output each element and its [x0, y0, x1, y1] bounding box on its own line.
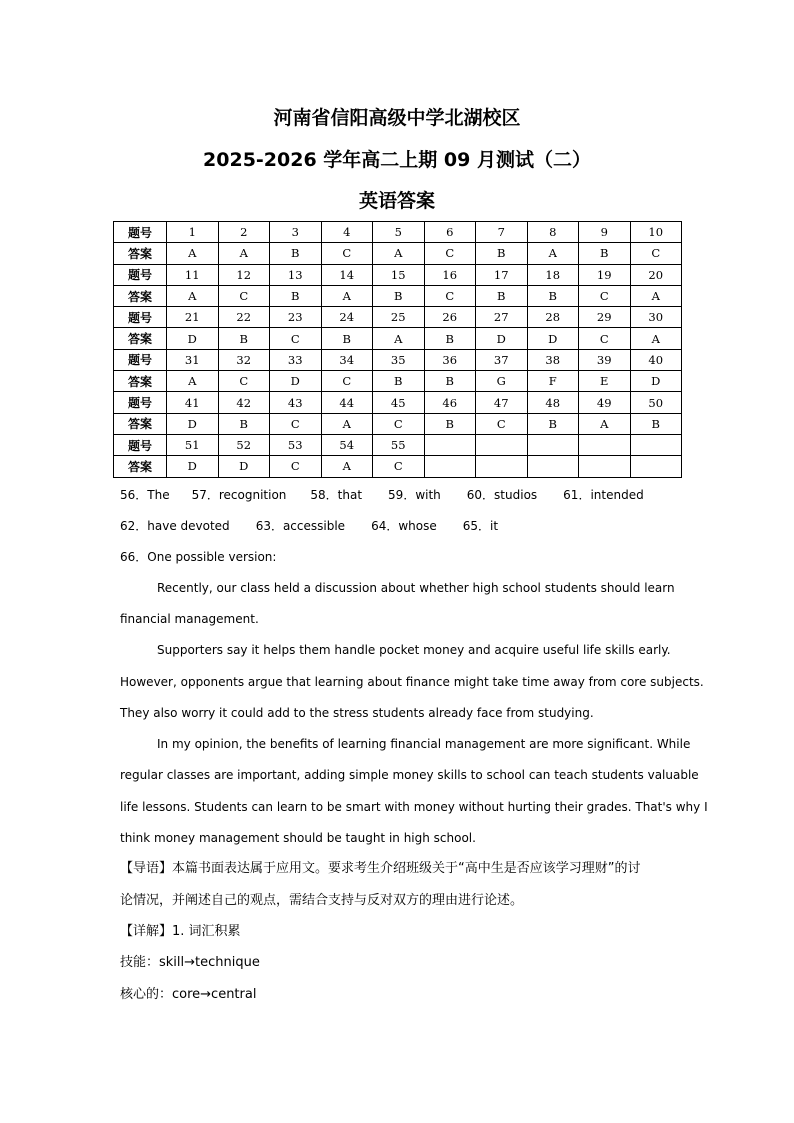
question-number-cell: 48 [527, 392, 579, 413]
essay-line: regular classes are important, adding simple money skills to school can teach students valuable [120, 768, 699, 782]
answer-cell: B [373, 371, 425, 392]
answer-cell: C [579, 285, 631, 306]
answer-row [114, 456, 682, 477]
answer-cell: B [630, 413, 682, 434]
answer-cell: C [321, 371, 373, 392]
answer-cell [476, 456, 528, 477]
answer-65: 65．it [462, 519, 499, 533]
essay-line: life lessons. Students can learn to be smart with money without hurting their grades. That's why I [120, 800, 708, 814]
question-number-cell: 28 [527, 307, 579, 328]
question-number-cell: 20 [630, 264, 682, 285]
answer-62: 62．have devoted [120, 519, 230, 533]
answer-cell: C [579, 328, 631, 349]
answer-cell: A [321, 285, 373, 306]
question-number-cell: 11 [167, 264, 219, 285]
answer-cell: A [373, 328, 425, 349]
answer-cell: A [373, 243, 425, 264]
answer-cell: C [270, 456, 322, 477]
answer-label: 答案 [114, 285, 167, 306]
question-number-cell: 22 [218, 307, 270, 328]
answer-label: 答案 [114, 413, 167, 434]
question-number-label: 题号 [114, 307, 167, 328]
answer-cell: D [218, 456, 270, 477]
answer-cell: A [630, 328, 682, 349]
question-number-cell: 35 [373, 349, 425, 370]
answer-cell: B [270, 243, 322, 264]
question-number-cell: 26 [424, 307, 476, 328]
question-number-cell: 42 [218, 392, 270, 413]
answer-label: 答案 [114, 456, 167, 477]
answer-cell: B [270, 285, 322, 306]
answer-label: 答案 [114, 371, 167, 392]
question-number-cell: 10 [630, 222, 682, 243]
question-number-cell: 19 [579, 264, 631, 285]
answer-cell: C [476, 413, 528, 434]
answer-cell: D [167, 328, 219, 349]
answer-cell: B [424, 328, 476, 349]
question-number-cell: 23 [270, 307, 322, 328]
answer-cell [424, 456, 476, 477]
answer-cell: F [527, 371, 579, 392]
question-number-row [114, 349, 682, 370]
question-number-cell [476, 434, 528, 455]
question-number-cell: 14 [321, 264, 373, 285]
answer-cell: D [167, 413, 219, 434]
answer-cell: C [373, 456, 425, 477]
answer-row [114, 328, 682, 349]
question-number-cell [424, 434, 476, 455]
answer-table [113, 221, 682, 478]
answer-cell: B [424, 371, 476, 392]
question-number-cell: 24 [321, 307, 373, 328]
question-number-cell: 16 [424, 264, 476, 285]
answer-cell: B [218, 328, 270, 349]
question-number-cell: 53 [270, 434, 322, 455]
question-number-cell: 2 [218, 222, 270, 243]
question-number-cell: 45 [373, 392, 425, 413]
answer-cell: C [218, 371, 270, 392]
answer-cell: D [476, 328, 528, 349]
question-number-cell: 17 [476, 264, 528, 285]
question-number-cell: 32 [218, 349, 270, 370]
question-number-cell: 29 [579, 307, 631, 328]
answer-cell: D [167, 456, 219, 477]
question-number-cell [630, 434, 682, 455]
detail-heading: 【详解】1. 词汇积累 [120, 924, 241, 939]
answer-cell: G [476, 371, 528, 392]
question-number-row [114, 434, 682, 455]
answer-label: 答案 [114, 243, 167, 264]
question-number-cell: 30 [630, 307, 682, 328]
answer-cell: A [630, 285, 682, 306]
answer-cell: B [579, 243, 631, 264]
answer-59: 59．with [388, 488, 441, 502]
question-number-row [114, 264, 682, 285]
question-number-cell: 40 [630, 349, 682, 370]
answer-cell: A [167, 243, 219, 264]
question-number-cell: 8 [527, 222, 579, 243]
question-number-cell: 38 [527, 349, 579, 370]
answer-cell: D [527, 328, 579, 349]
question-number-cell: 52 [218, 434, 270, 455]
question-number-row [114, 392, 682, 413]
answer-cell: B [476, 285, 528, 306]
answer-row [114, 371, 682, 392]
subject-title: 英语答案 [358, 190, 435, 212]
fill-in-row-2 [120, 518, 498, 534]
question-number-cell: 46 [424, 392, 476, 413]
answer-cell: C [424, 285, 476, 306]
essay-line: financial management. [120, 612, 259, 626]
question-number-label: 题号 [114, 222, 167, 243]
question-number-label: 题号 [114, 349, 167, 370]
answer-cell: C [270, 413, 322, 434]
question-number-cell: 21 [167, 307, 219, 328]
question-number-cell: 44 [321, 392, 373, 413]
question-number-cell: 15 [373, 264, 425, 285]
answer-row [114, 413, 682, 434]
question-number-cell: 12 [218, 264, 270, 285]
answer-61: 61．intended [563, 488, 644, 502]
question-number-cell: 39 [579, 349, 631, 370]
answer-57: 57．recognition [191, 488, 287, 502]
answer-63: 63．accessible [255, 519, 346, 533]
answer-cell: A [218, 243, 270, 264]
question-number-cell: 1 [167, 222, 219, 243]
vocab-item: 核心的：core→central [120, 987, 257, 1002]
answer-cell [527, 456, 579, 477]
question-number-cell: 50 [630, 392, 682, 413]
answer-cell [630, 456, 682, 477]
guide-text: 【导语】本篇书面表达属于应用文。要求考生介绍班级关于“高中生是否应该学习理财”的讨 [120, 861, 641, 876]
essay-line: They also worry it could add to the stress students already face from studying. [120, 706, 594, 720]
question-number-cell: 6 [424, 222, 476, 243]
question-number-cell: 43 [270, 392, 322, 413]
fill-in-row-1 [120, 487, 644, 503]
question-number-cell: 31 [167, 349, 219, 370]
answer-cell: C [373, 413, 425, 434]
question-number-cell: 13 [270, 264, 322, 285]
answer-cell: C [218, 285, 270, 306]
question-number-cell: 3 [270, 222, 322, 243]
answer-cell: A [527, 243, 579, 264]
answer-row [114, 285, 682, 306]
exam-title: 2025-2026 学年高二上期 09 月测试（二） [203, 149, 591, 171]
question-number-cell: 34 [321, 349, 373, 370]
question-number-cell: 33 [270, 349, 322, 370]
answer-cell: C [270, 328, 322, 349]
answer-56: 56．The [120, 488, 170, 502]
question-number-cell: 7 [476, 222, 528, 243]
answer-cell: B [527, 285, 579, 306]
question-number-cell: 51 [167, 434, 219, 455]
answer-cell: A [321, 456, 373, 477]
essay-heading: 66．One possible version: [120, 550, 277, 564]
question-number-cell: 37 [476, 349, 528, 370]
question-number-cell: 25 [373, 307, 425, 328]
answer-58: 58．that [310, 488, 363, 502]
answer-cell: A [579, 413, 631, 434]
guide-text: 论情况，并阐述自己的观点，需结合支持与反对双方的理由进行论述。 [120, 893, 524, 908]
answer-label: 答案 [114, 328, 167, 349]
question-number-cell: 47 [476, 392, 528, 413]
vocab-item: 技能：skill→technique [120, 955, 260, 970]
question-number-cell: 36 [424, 349, 476, 370]
question-number-cell: 54 [321, 434, 373, 455]
answer-60: 60．studios [466, 488, 538, 502]
school-title: 河南省信阳高级中学北湖校区 [273, 107, 521, 129]
answer-cell: B [424, 413, 476, 434]
answer-cell: A [167, 371, 219, 392]
question-number-label: 题号 [114, 264, 167, 285]
answer-cell: B [218, 413, 270, 434]
answer-cell: A [167, 285, 219, 306]
essay-line: think money management should be taught in high school. [120, 831, 476, 845]
answer-cell: D [270, 371, 322, 392]
question-number-cell: 18 [527, 264, 579, 285]
essay-line: Supporters say it helps them handle pocket money and acquire useful life skills early. [157, 643, 671, 657]
question-number-cell: 41 [167, 392, 219, 413]
question-number-cell: 49 [579, 392, 631, 413]
question-number-cell: 4 [321, 222, 373, 243]
essay-line: However, opponents argue that learning about finance might take time away from core subjects. [120, 675, 704, 689]
essay-line: In my opinion, the benefits of learning financial management are more significant. While [157, 737, 691, 751]
answer-64: 64．whose [371, 519, 437, 533]
question-number-label: 题号 [114, 434, 167, 455]
essay-line: Recently, our class held a discussion about whether high school students should learn [157, 581, 675, 595]
question-number-cell: 55 [373, 434, 425, 455]
answer-cell: C [424, 243, 476, 264]
answer-cell: B [527, 413, 579, 434]
question-number-cell [527, 434, 579, 455]
question-number-row [114, 307, 682, 328]
question-number-cell: 27 [476, 307, 528, 328]
answer-cell: D [630, 371, 682, 392]
answer-row [114, 243, 682, 264]
answer-cell: A [321, 413, 373, 434]
answer-cell: B [321, 328, 373, 349]
answer-cell: B [373, 285, 425, 306]
answer-cell: E [579, 371, 631, 392]
answer-cell: C [321, 243, 373, 264]
answer-cell: B [476, 243, 528, 264]
answer-cell [579, 456, 631, 477]
question-number-cell: 5 [373, 222, 425, 243]
question-number-label: 题号 [114, 392, 167, 413]
answer-cell: C [630, 243, 682, 264]
question-number-cell [579, 434, 631, 455]
question-number-cell: 9 [579, 222, 631, 243]
question-number-row [114, 222, 682, 243]
